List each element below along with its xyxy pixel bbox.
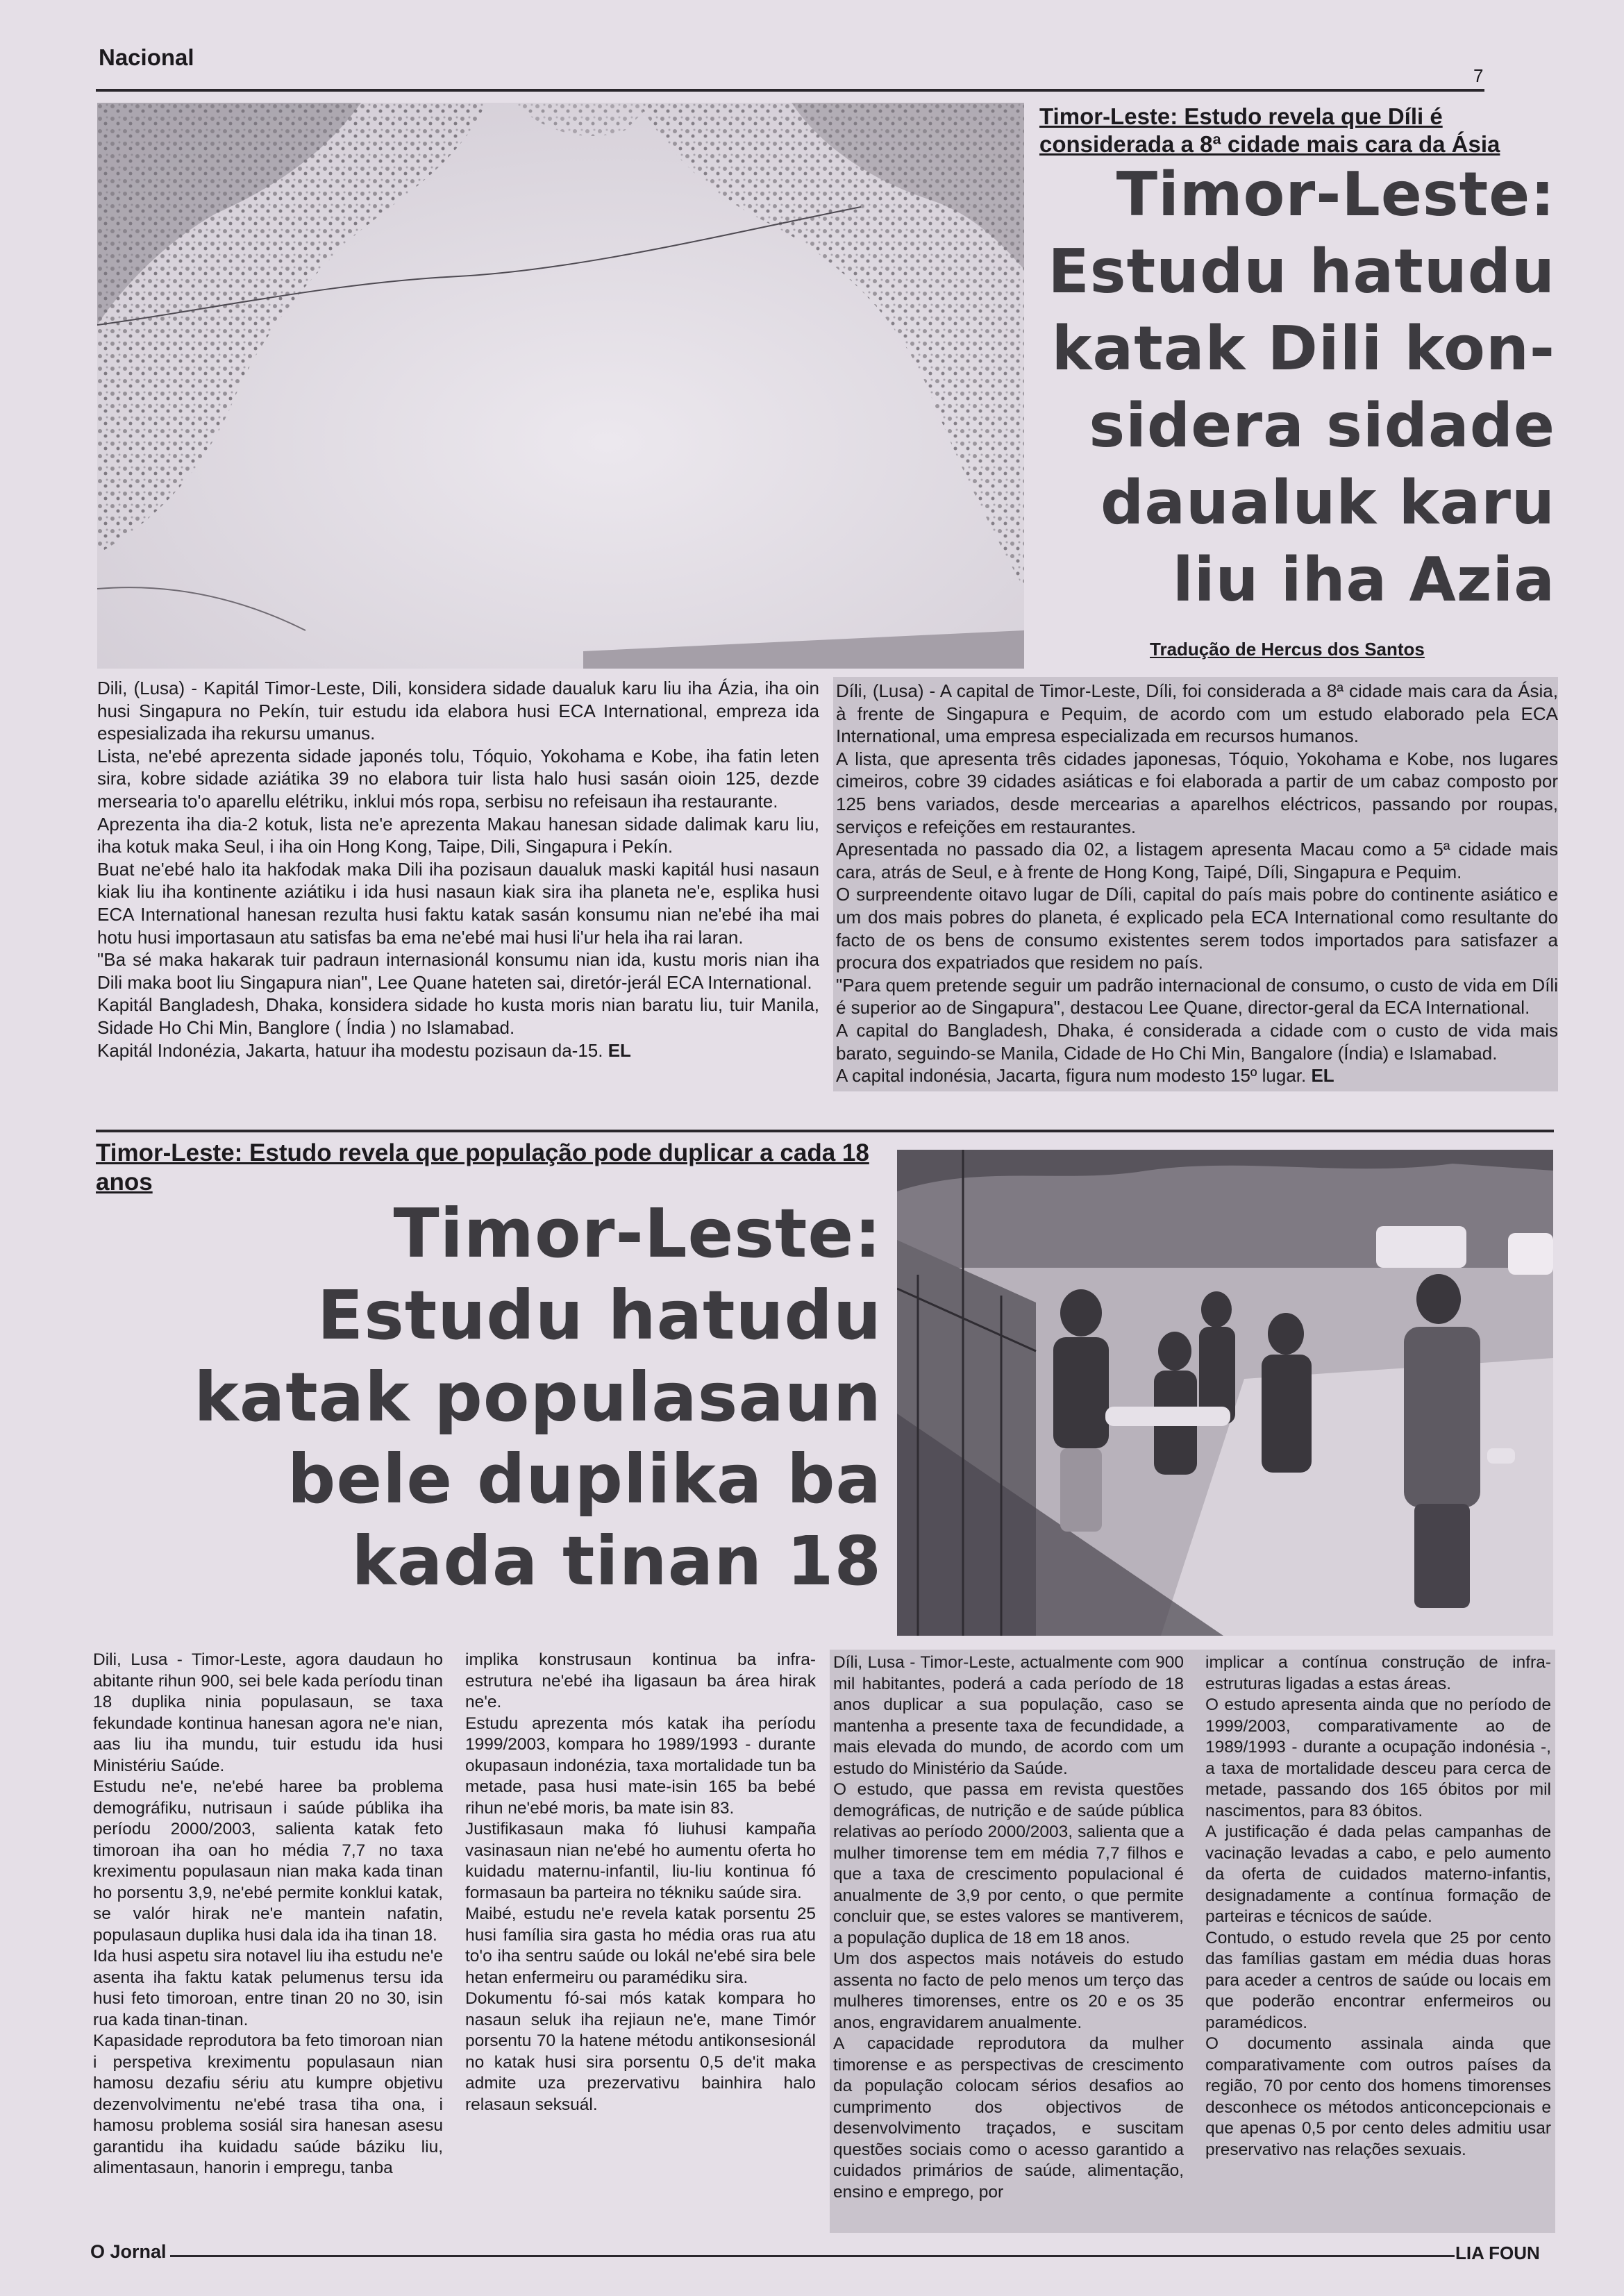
article2-headline-line: Estudu hatudu [317,1276,882,1355]
article1-tetum-body [97,677,819,1062]
footer-section: LIA FOUN [1455,2243,1540,2263]
paragraph: Dili, (Lusa) - Kapitál Timor-Leste, Dili, konsidera sidade daualuk karu liu iha Ázia, iha oin husi Singapura no Pekín, tuir estudu ida elabora husi ECA International, empreza ida espesializada iha rekursu umanus. [97,678,819,744]
paragraph [97,1039,819,1062]
children-street-photo [897,1150,1553,1636]
paragraph: Ida husi aspetu sira notavel liu iha estudu ne'e asenta iha faktu katak pelumenus tersu ida husi feto timoroan, entre tinan 20 no 30, isin rua kada tinan-tinan. [93,1947,443,2029]
article2-headline-line: bele duplika ba [287,1440,882,1518]
paragraph: Lista, ne'ebé aprezenta sidade japonés tolu, Tóquio, Yokohama e Kobe, iha fatin leten sira, kobre sidade aziátika 39 no elabora tuir lista halo husi sasán oioin 125, dezde mersearia to'o aparellu elétriku, inklui mós ropa, serbisu no refeisaun iha restaurante. [97,745,819,812]
paragraph: Buat ne'ebé halo ita hakfodak maka Dili iha pozisaun daualuk maski kapitál husi nasaun kiak liu iha kontinente aziátiku i ida husi nasaun kiak sira iha planeta ne'e, esplika husi ECA International hanesan rezulta husi faktu katak sasán konsumu nian ne'ebé iha mai hotu husi importasaun atu satisfas ba ema ne'ebé mai husi li'ur hela iha rai laran. [97,858,819,948]
paragraph: Dili, Lusa - Timor-Leste, agora daudaun ho abitante rihun 900, sei bele kada períodu tinan 18 duplika ninia populasaun, se taxa fekundade kontinua hanesan agora ne'e nian, aas liu iha mundu, tuir estudu ida husi Ministériu Saúde. [93,1650,443,1775]
paragraph: Díli, (Lusa) - A capital de Timor-Leste, Díli, foi considerada a 8ª cidade mais cara da Ásia, à frente de Singapura e Pequim, de acordo com um estudo elaborado pela ECA International, uma empresa especializada em recursos humanos. [836,680,1558,747]
paragraph: Díli, Lusa - Timor-Leste, actualmente com 900 mil habitantes, poderá a cada período de 18 anos duplicar a sua população, caso se mantenha a presente taxa de fecundidade, a mais elevada do mundo, de acordo com um estudo do Ministério da Saúde. [833,1653,1184,1778]
paragraph: Estudu aprezenta mós katak iha períodu 1999/2003, kompara ho 1989/1993 - durante okupasaun indonézia, taxa mortalidade tun ba metade, pasa husi mate-isin 165 ba bebé rihun ne'ebé moris, ba mate isin 83. [465,1713,816,1818]
article2-portuguese-column-1 [833,1652,1184,2203]
paragraph: O estudo apresenta ainda que no período de 1999/2003, comparativamente ao de 1989/1993 - durante a ocupação indonésia -, a taxa de mortalidade desceu para cerca de metade, passando dos 165 óbitos por mil nascimentos, para 83 óbitos. [1205,1695,1551,1820]
article1-headline [1028,156,1555,619]
paragraph-text: A capital indonésia, Jacarta, figura num modesto 15º lugar. [836,1065,1307,1087]
paragraph: Um dos aspectos mais notáveis do estudo assenta no facto de pelo menos um terço das mulheres timorenses, entre os 20 e os 35 anos, engravidarem anualmente. [833,1950,1184,2032]
paragraph: Estudu ne'e, ne'ebé haree ba problema demográfiku, nutrisaun i saúde públika iha períodu 2000/2003, salienta katak feto timoroan iha oan ho média 7,7 no taxa kreximentu populasaun nian maka kada tinan ho porsentu 3,9, ne'ebé permite konklui katak, se valór hirak ne'e mantein nafatin, populasaun duplika husi dala ida iha tinan 18. [93,1777,443,1945]
article2-headline [97,1193,882,1602]
header-rule [96,89,1484,92]
signoff: EL [1311,1065,1334,1087]
paragraph: "Para quem pretende seguir um padrão internacional de consumo, o custo de vida em Díli é superior ao de Singapura", destacou Lee Quane, director-geral da ECA International. [836,974,1558,1019]
translation-credit: Tradução de Hercus dos Santos [1150,639,1425,660]
article-divider [96,1130,1554,1132]
paragraph: O surpreendente oitavo lugar de Díli, capital do país mais pobre do continente asiático e um dos mais pobres do planeta, é explicado pela ECA International como resultante do facto de os bens de consumo existentes serem todos importados para satisfazer a procura dos expatriados que residem no país. [836,884,1558,973]
paragraph: Aprezenta iha dia-2 kotuk, lista ne'e aprezenta Makau hanesan sidade dalimak karu liu, iha kotuk maka Seul, i iha oin Hong Kong, Taipe, Dili, Singapura i Pekín. [97,813,819,857]
paragraph: implicar a contínua construção de infra- estruturas ligadas a estas áreas. [1205,1653,1551,1693]
paragraph: O estudo, que passa em revista questões demográficas, de nutrição e de saúde pública relativas ao período 2000/2003, salienta que a mulher timorense tem em média 7,7 filhos e que a taxa de crescimento populacional é anualmente de 3,9 por cento, o que permite concluir que, se estes valores se mantiverem, a população duplica de 18 em 18 anos. [833,1780,1184,1947]
paragraph: "Ba sé maka hakarak tuir padraun internasionál konsumu nian ida, kustu moris nian iha Dili maka boot liu Singapura nian", Lee Quane hateten sai, diretór-jerál ECA International. [97,949,819,993]
paragraph: A lista, que apresenta três cidades japonesas, Tóquio, Yokohama e Kobe, nos lugares cimeiros, cobre 39 cidades asiáticas e foi elaborada a partir de um cabaz composto por 125 bens variados, desde mercearias a aparelhos eléctricos, passando por roupas, serviços e refeições em restaurantes. [836,748,1558,837]
signoff: EL [608,1039,631,1061]
paragraph: Kapasidade reprodutora ba feto timoroan nian i perspetiva kreximentu populasaun nian hamosu dezafiu sériu atu kumpre objetivu dezenvolvimentu ne'ebé trasa tiha ona, i hamosu problema sosiál sira hanesan asesu garantidu iha kuidadu saúde báziku liu, alimentasaun, hanorin i empregu, tanba [93,2031,443,2177]
article1-headline-line: katak Dili kon- [1051,313,1555,384]
paragraph: Apresentada no passado dia 02, a listagem apresenta Macau como a 5ª cidade mais cara, atrás de Seul, e à frente de Hong Kong, Taipé, Díli, Singapura e Pequim. [836,839,1558,882]
footer-publication: O Jornal [90,2241,167,2262]
paragraph: Dokumentu fó-sai mós katak kompara ho nasaun seluk iha rejiaun ne'e, mane Timór porsentu 70 la hatene métodu antikonsesionál no katak husi sira porsentu 0,5 de'it maka admite uza prezervativu bainhira halo relasaun seksuál. [465,1989,816,2114]
article2-headline-line: kada tinan 18 [351,1522,882,1600]
children-street-photo-graphic [897,1150,1553,1636]
article1-headline-line: sidera sidade [1089,390,1555,461]
section-label: Nacional [99,44,194,70]
article2-headline-line: katak populasaun [194,1358,882,1436]
article1-headline-line: liu iha Azia [1172,544,1555,615]
article2-portuguese-column-2 [1205,1652,1551,2161]
paragraph: A capacidade reprodutora da mulher timorense e as perspectivas de crescimento da população colocam sérios desafios ao cumprimento dos objectivos de desenvolvimento traçados, e suscitam questões sociais como o acesso garantido a cuidados primários de saúde, alimentação, ensino e emprego, por [833,2034,1184,2202]
article1-portuguese-body [833,677,1558,1091]
footer-rule [170,2255,1455,2257]
article2-tetum-column-1 [93,1650,443,2179]
paragraph: O documento assinala ainda que comparativamente com outros países da região, 70 por cento dos homens timorenses desconhece os métodos anticoncepcionais e que apenas 0,5 por cento deles admitiu usar preservativo nas relações sexuais. [1205,2034,1551,2159]
article1-headline-line: Estudu hatudu [1048,236,1555,307]
paragraph: Kapitál Bangladesh, Dhaka, konsidera sidade ho kusta moris nian baratu liu, tuir Manila, Sidade Ho Chi Min, Banglore ( Índia ) no Islamabad. [97,994,819,1038]
paragraph [836,1064,1558,1087]
tree-photo [97,103,1024,669]
article1-headline-line: daualuk karu [1100,467,1555,538]
article2-tetum-column-2 [465,1650,816,2115]
paragraph: A justificação é dada pelas campanhas de vacinação levadas a cabo, e pelo aumento da oferta de cuidados materno-infantis, designadamente a contínua formação de parteiras e técnicos de saúde. [1205,1822,1551,1926]
paragraph: Contudo, o estudo revela que 25 por cento das famílias gastam em média duas horas para aceder a centros de saúde ou locais em que poderão encontrar enfermeiros ou paramédicos. [1205,1928,1551,2032]
paragraph: A capital do Bangladesh, Dhaka, é considerada a cidade com o custo de vida mais barato, seguindo-se Manila, Cidade de Ho Chi Min, Bangalore (Índia) e Islamabad. [836,1019,1558,1064]
article2-kicker: Timor-Leste: Estudo revela que população pode duplicar a cada 18 anos [96,1139,869,1196]
article1-headline-line: Timor-Leste: [1116,159,1555,230]
page-number: 7 [1473,65,1484,86]
paragraph: implika konstrusaun kontinua ba infra-estrutura ne'ebé iha ligasaun ba área hirak ne'e. [465,1650,816,1711]
article1-kicker: Timor-Leste: Estudo revela que Díli é considerada a 8ª cidade mais cara da Ásia [1039,103,1500,157]
paragraph: Justifikasaun maka fó liuhusi kampaña vasinasaun nian ne'ebé ho aumentu oferta ho kuidadu maternu-infantil, liu-liu kontinua fó formasaun ba parteira no tékniku saúde sira. [465,1820,816,1902]
tree-photo-graphic [97,103,1024,669]
article2-headline-line: Timor-Leste: [393,1194,882,1273]
paragraph: Maibé, estudu ne'e revela katak porsentu 25 husi família sira gasta ho média oras rua atu to'o iha sentru saúde ou lokál ne'ebé sira bele hetan enfermeiru ou paramédiku sira. [465,1904,816,1987]
paragraph-text: Kapitál Indonézia, Jakarta, hatuur iha modestu pozisaun da-15. [97,1039,603,1061]
